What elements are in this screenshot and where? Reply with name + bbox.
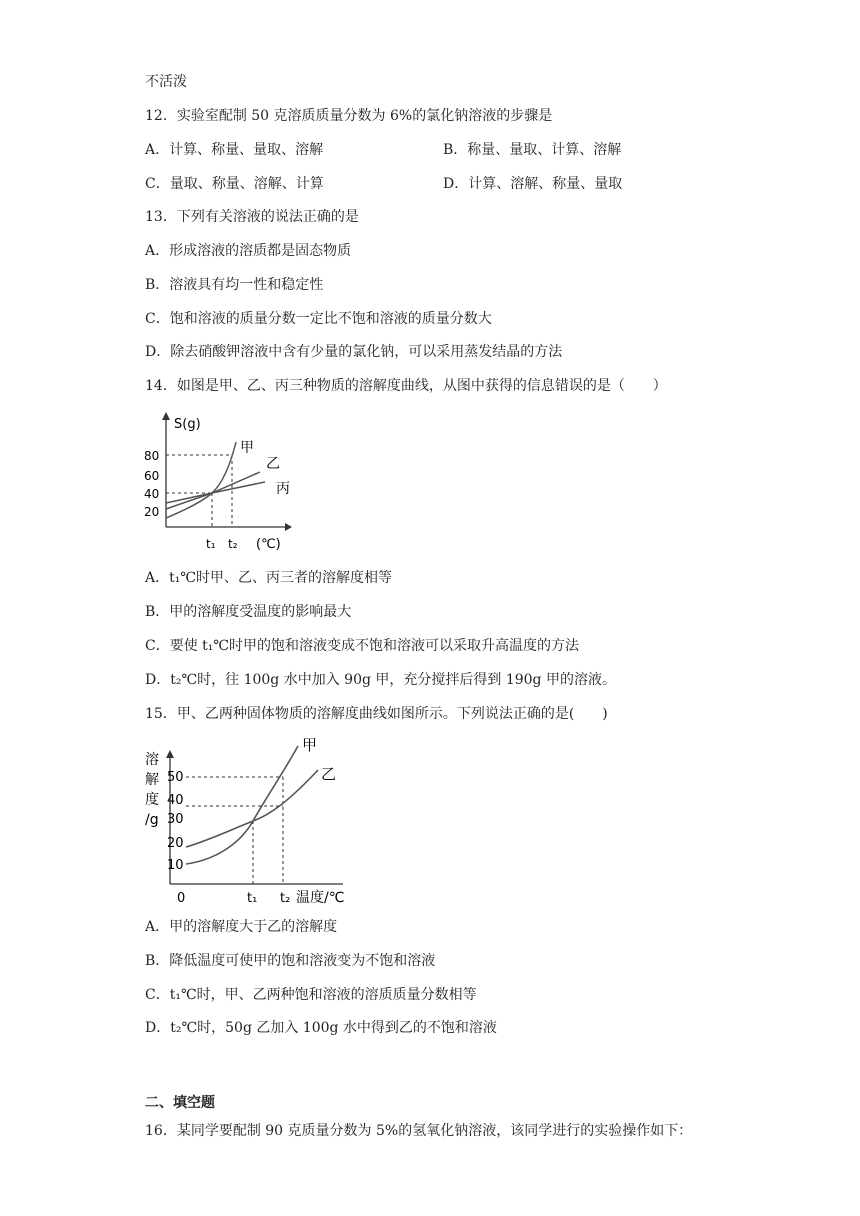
option-13c: C．饱和溶液的质量分数一定比不饱和溶液的质量分数大 bbox=[145, 311, 492, 327]
option-13b: B．溶液具有均一性和稳定性 bbox=[145, 277, 324, 293]
solubility-figure-1 bbox=[140, 408, 300, 558]
series-label-jia: 甲 bbox=[240, 440, 254, 456]
option-13a: A．形成溶液的溶质都是固态物质 bbox=[145, 243, 352, 259]
question-15: 15．甲、乙两种固体物质的溶解度曲线如图所示。下列说法正确的是( ) bbox=[145, 706, 608, 722]
y-axis-label: 溶 bbox=[145, 752, 159, 768]
y-axis-arrow bbox=[166, 750, 174, 758]
series-label-yi: 乙 bbox=[321, 765, 337, 783]
series-label-bing: 丙 bbox=[276, 481, 290, 497]
option-14c: C．要使 t₁℃时甲的饱和溶液变成不饱和溶液可以采取升高温度的方法 bbox=[145, 638, 580, 654]
option-12b: B．称量、量取、计算、溶解 bbox=[443, 142, 622, 158]
x-axis-unit: (℃) bbox=[256, 537, 281, 552]
y-axis-label: 解 bbox=[145, 772, 159, 788]
x-tick-label: t₂ bbox=[280, 891, 291, 906]
y-axis-label: S(g) bbox=[174, 417, 201, 432]
y-tick-label: 10 bbox=[167, 858, 184, 873]
y-tick-label: 40 bbox=[144, 487, 160, 501]
curve-yi bbox=[166, 472, 260, 509]
origin-label: 0 bbox=[177, 891, 186, 906]
y-tick-label: 20 bbox=[144, 505, 160, 519]
x-axis-arrow bbox=[285, 523, 292, 531]
option-12d: D．计算、溶解、称量、量取 bbox=[443, 176, 623, 192]
option-12c: C．量取、称量、溶解、计算 bbox=[145, 176, 324, 192]
option-15c: C．t₁℃时，甲、乙两种饱和溶液的溶质质量分数相等 bbox=[145, 987, 477, 1003]
option-15a: A．甲的溶解度大于乙的溶解度 bbox=[145, 919, 338, 935]
section-heading: 二、填空题 bbox=[145, 1095, 215, 1111]
option-14b: B．甲的溶解度受温度的影响最大 bbox=[145, 604, 352, 620]
x-axis-label: 温度/℃ bbox=[296, 890, 345, 906]
y-tick-label: 20 bbox=[167, 836, 184, 851]
text-line: 不活泼 bbox=[145, 74, 187, 90]
x-tick-label: t₁ bbox=[247, 891, 258, 906]
y-tick-label: 50 bbox=[167, 770, 184, 785]
y-axis-label: /g bbox=[145, 812, 159, 828]
y-axis-label: 度 bbox=[145, 792, 159, 808]
y-tick-label: 80 bbox=[144, 449, 160, 463]
option-12a: A．计算、称量、量取、溶解 bbox=[145, 142, 324, 158]
question-16: 16．某同学要配制 90 克质量分数为 5%的氢氧化钠溶液，该同学进行的实验操作如下： bbox=[145, 1123, 693, 1139]
option-14a: A．t₁℃时甲、乙、丙三者的溶解度相等 bbox=[145, 570, 393, 586]
curve-yi bbox=[186, 770, 318, 847]
y-tick-label: 30 bbox=[167, 812, 184, 827]
option-15b: B．降低温度可使甲的饱和溶液变为不饱和溶液 bbox=[145, 953, 436, 969]
question-12: 12．实验室配制 50 克溶质质量分数为 6%的氯化钠溶液的步骤是 bbox=[145, 108, 553, 124]
option-15d: D．t₂℃时，50g 乙加入 100g 水中得到乙的不饱和溶液 bbox=[145, 1020, 497, 1036]
y-tick-label: 40 bbox=[167, 793, 184, 808]
y-axis-arrow bbox=[162, 412, 170, 420]
x-tick-label: t₁ bbox=[206, 537, 216, 551]
option-13d: D．除去硝酸钾溶液中含有少量的氯化钠，可以采用蒸发结晶的方法 bbox=[145, 344, 563, 360]
y-tick-label: 60 bbox=[144, 469, 160, 483]
series-label-yi: 乙 bbox=[266, 456, 280, 472]
x-tick-label: t₂ bbox=[228, 537, 238, 551]
option-14d: D．t₂℃时，往 100g 水中加入 90g 甲，充分搅拌后得到 190g 甲的溶液。 bbox=[145, 672, 616, 688]
solubility-figure-2 bbox=[140, 736, 360, 908]
series-label-jia: 甲 bbox=[302, 736, 318, 754]
question-14: 14．如图是甲、乙、丙三种物质的溶解度曲线，从图中获得的信息错误的是（ ） bbox=[145, 378, 667, 394]
question-13: 13．下列有关溶液的说法正确的是 bbox=[145, 209, 359, 225]
curve-jia bbox=[166, 442, 236, 518]
